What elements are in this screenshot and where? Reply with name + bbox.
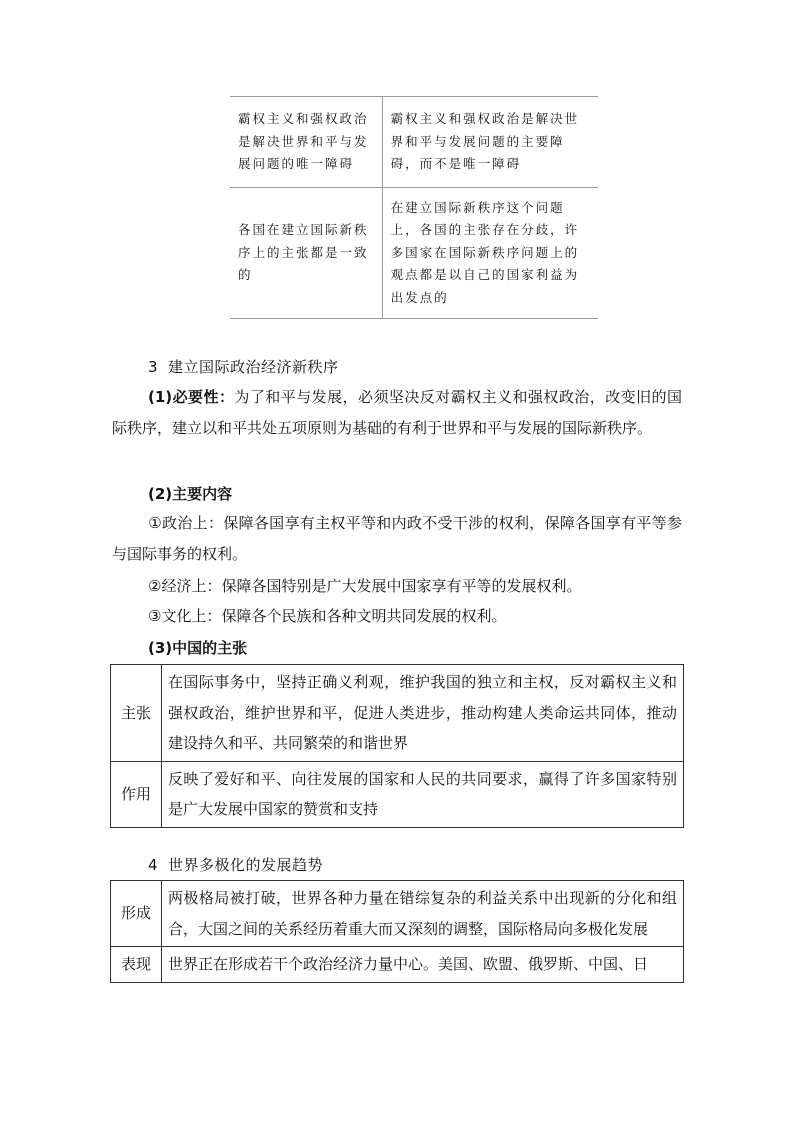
- row-label: 表现: [111, 947, 162, 983]
- row-label: 主张: [111, 665, 162, 762]
- content-heading: (2)主要内容: [148, 485, 233, 503]
- necessity-label: (1)必要性：: [148, 388, 235, 406]
- table-row: [230, 97, 598, 188]
- misconception-cell: 各国在建立国际新秩序上的主张都是一致的: [230, 188, 382, 319]
- table-row: [111, 947, 684, 983]
- comparison-table: [230, 96, 598, 319]
- table-row: [111, 761, 684, 827]
- section-number: 3: [148, 358, 159, 376]
- table-row: [111, 665, 684, 762]
- correction-cell: 在建立国际新秩序这个问题上，各国的主张存在分歧，许多国家在国际新秩序问题上的观点都是以自己的国家利益为出发点的: [382, 188, 598, 319]
- row-text: 两极格局被打破，世界各种力量在错综复杂的利益关系中出现新的分化和组合，大国之间的关系经历着重大而又深刻的调整，国际格局向多极化发展: [162, 881, 684, 947]
- cultural-line: ③文化上：保障各个民族和各种文明共同发展的权利。: [148, 607, 507, 625]
- row-text: 在国际事务中，坚持正确义利观，维护我国的独立和主权，反对霸权主义和强权政治，维护世界和平，促进人类进步，推动构建人类命运共同体，推动建设持久和平、共同繁荣的和谐世界: [162, 665, 684, 762]
- section-4-heading: [148, 854, 323, 875]
- table-row: [111, 881, 684, 947]
- section-number: 4: [148, 856, 159, 874]
- china-position-table: [110, 664, 684, 828]
- china-heading: (3)中国的主张: [148, 639, 248, 657]
- row-text: 反映了爱好和平、向往发展的国家和人民的共同要求，赢得了许多国家特别是广大发展中国家的赞赏和支持: [162, 761, 684, 827]
- section-title: 世界多极化的发展趋势: [168, 856, 324, 874]
- section-title: 建立国际政治经济新秩序: [168, 358, 339, 376]
- political-paragraph: ①政治上：保障各国享有主权平等和内政不受干涉的权利，保障各国享有平等参与国际事务的权利。: [112, 514, 682, 563]
- multipolarity-table: [110, 880, 684, 983]
- section-3-heading: [148, 356, 339, 377]
- misconception-cell: 霸权主义和强权政治是解决世界和平与发展问题的唯一障碍: [230, 97, 382, 188]
- row-label: 形成: [111, 881, 162, 947]
- necessity-text: 为了和平与发展，必须坚决反对霸权主义和强权政治，改变旧的国际秩序，建立以和平共处五项原则为基础的有利于世界和平与发展的国际新秩序。: [112, 388, 682, 437]
- correction-cell: 霸权主义和强权政治是解决世界和平与发展问题的主要障碍，而不是唯一障碍: [382, 97, 598, 188]
- economic-line: ②经济上：保障各国特别是广大发展中国家享有平等的发展权利。: [148, 577, 582, 595]
- table-row: [230, 188, 598, 319]
- row-text: 世界正在形成若干个政治经济力量中心。美国、欧盟、俄罗斯、中国、日: [162, 947, 684, 983]
- necessity-paragraph: [112, 382, 682, 444]
- row-label: 作用: [111, 761, 162, 827]
